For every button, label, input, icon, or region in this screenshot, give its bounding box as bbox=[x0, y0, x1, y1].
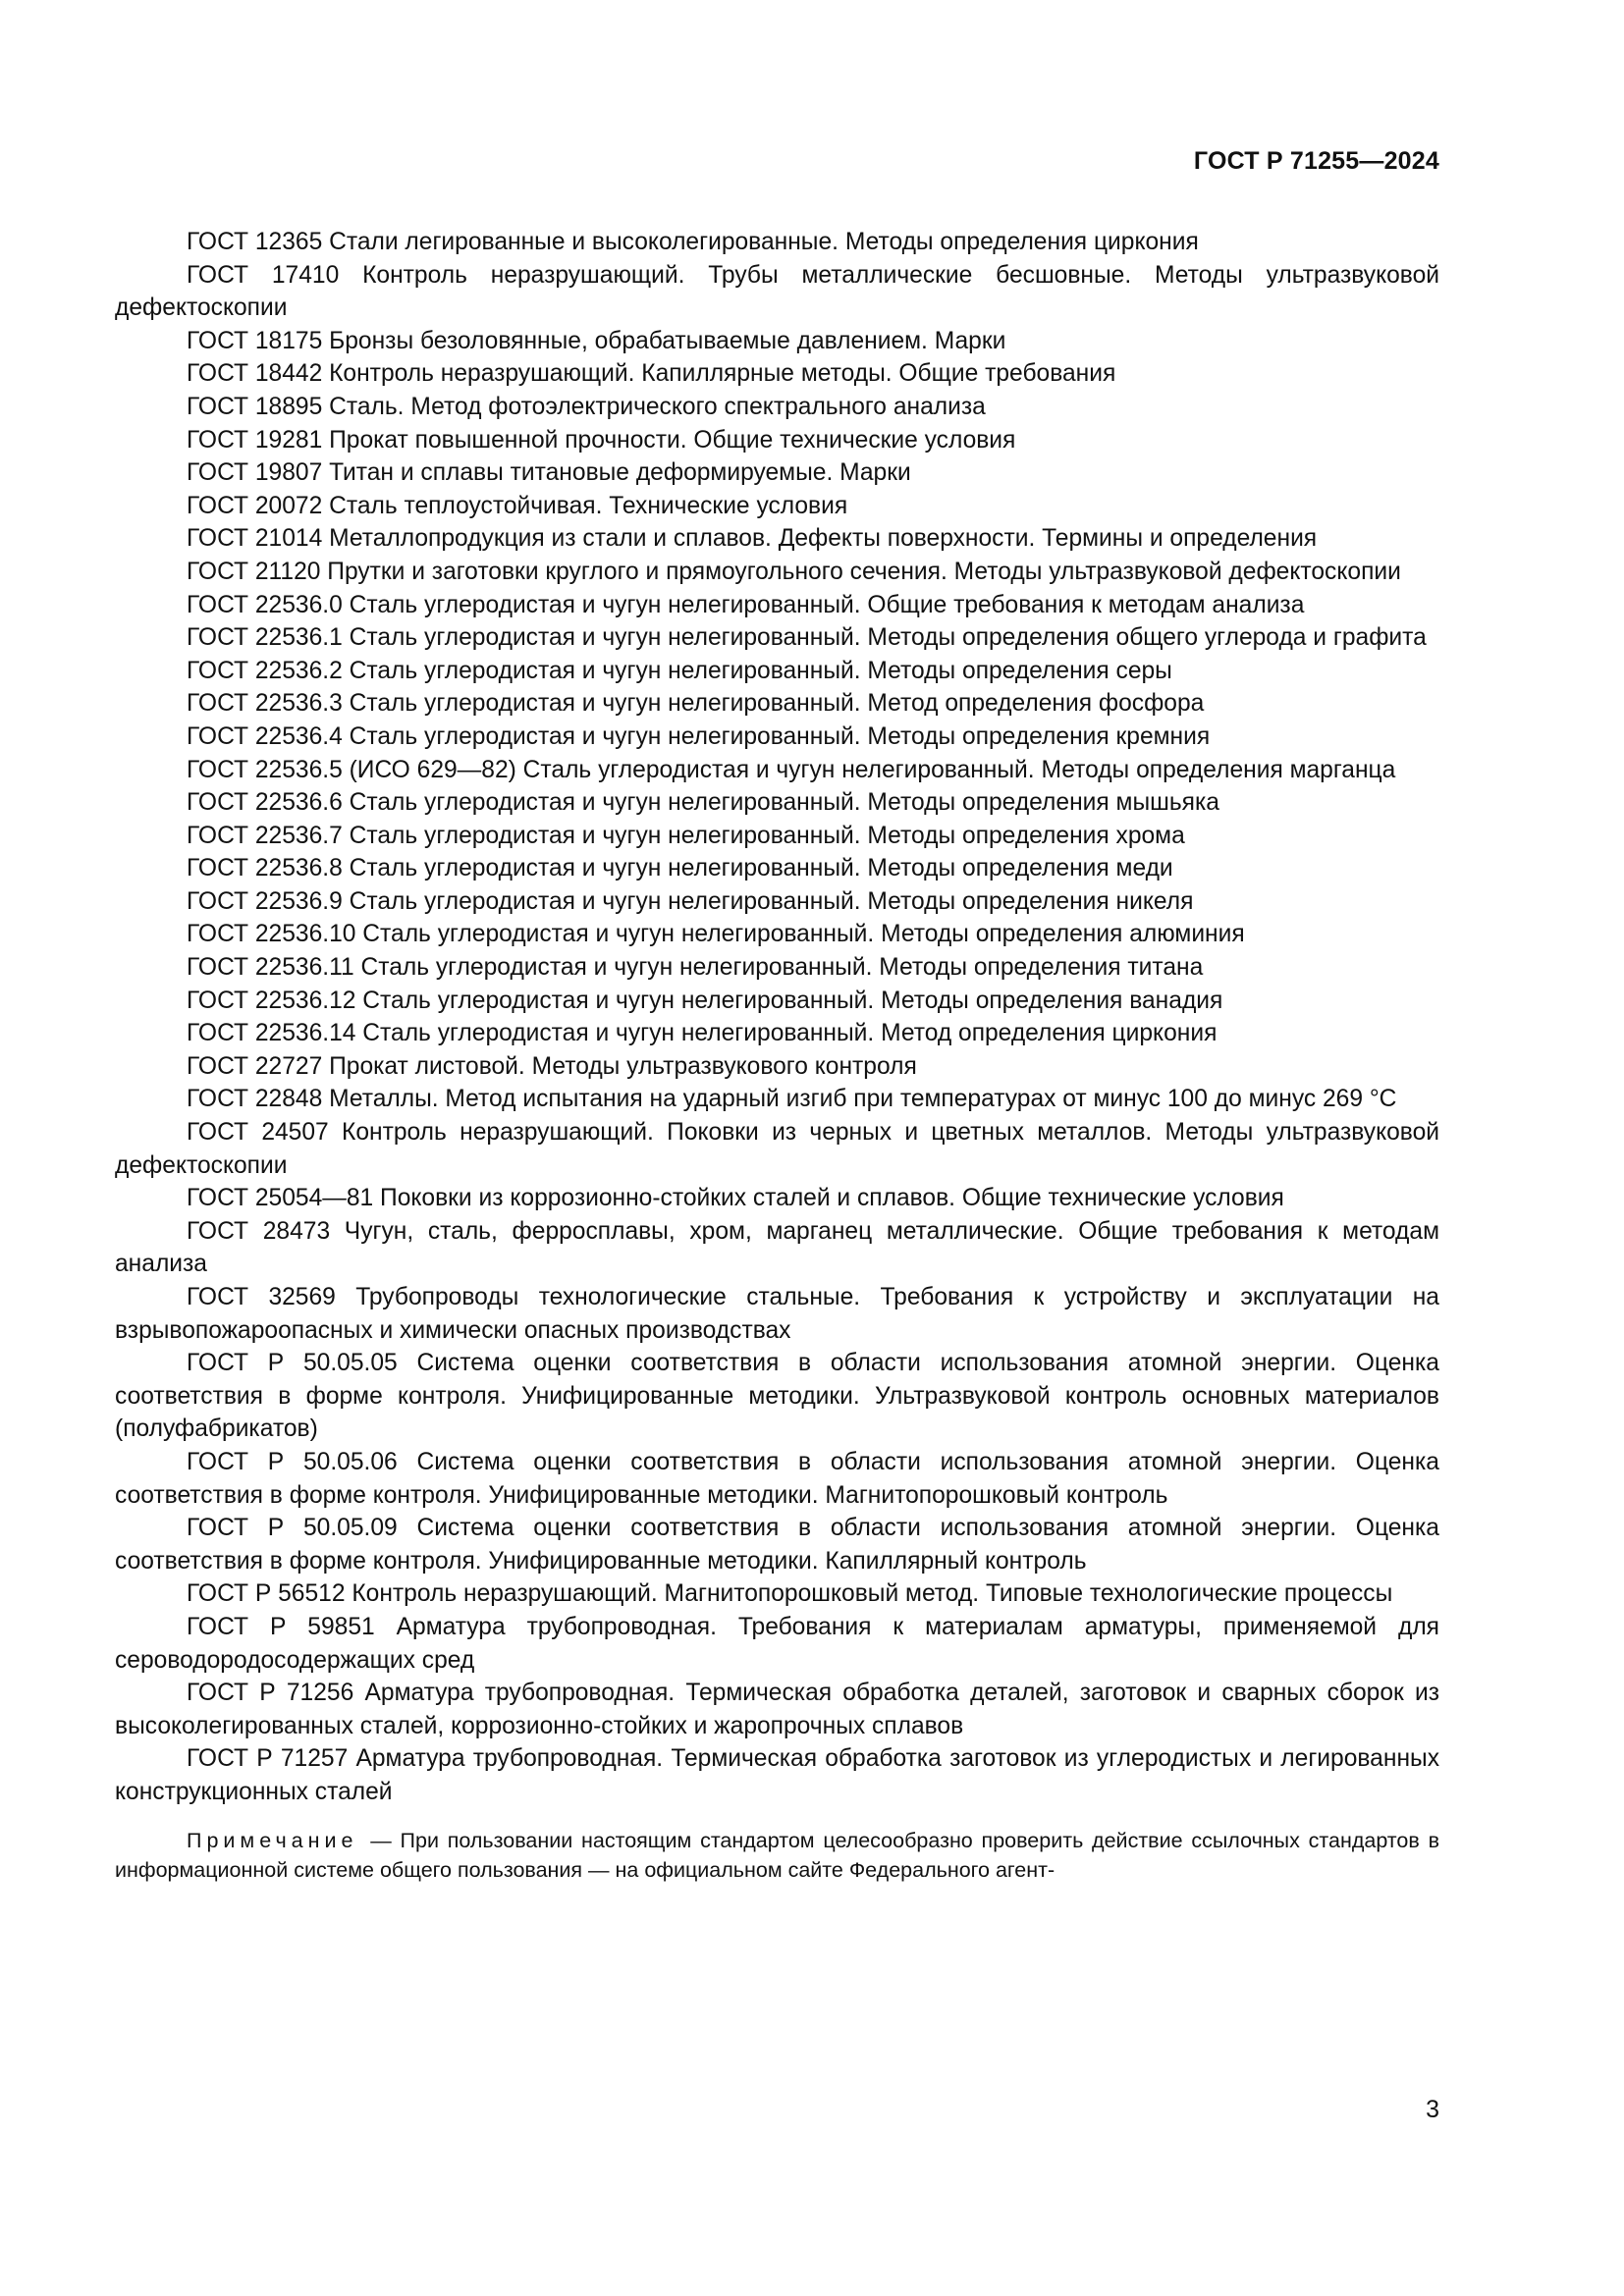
reference-item: ГОСТ 18442 Контроль неразрушающий. Капиллярные методы. Общие требования bbox=[187, 360, 1116, 388]
reference-item: ГОСТ 21014 Металлопродукция из стали и сплавов. Дефекты поверхности. Термины и определения bbox=[187, 525, 1318, 553]
reference-item: ГОСТ 17410 Контроль неразрушающий. Трубы металлические бесшовные. Методы ультразвуковой дефектоскопии bbox=[115, 261, 1439, 322]
reference-item: ГОСТ Р 50.05.05 Система оценки соответствия в области использования атомной энергии. Оценка соответствия в форме контроля. Унифицированные методики. Ультразвуковой контроль основных материалов (полуфабрикатов) bbox=[115, 1350, 1439, 1443]
reference-item: ГОСТ 19807 Титан и сплавы титановые деформируемые. Марки bbox=[187, 459, 911, 487]
reference-item: ГОСТ 22536.6 Сталь углеродистая и чугун нелегированный. Методы определения мышьяка bbox=[187, 789, 1219, 817]
reference-item: ГОСТ 22536.1 Сталь углеродистая и чугун нелегированный. Методы определения общего углерода и графита bbox=[187, 624, 1427, 652]
reference-item: ГОСТ Р 56512 Контроль неразрушающий. Магнитопорошковый метод. Типовые технологические процессы bbox=[187, 1580, 1393, 1608]
reference-item: ГОСТ 22536.14 Сталь углеродистая и чугун нелегированный. Метод определения циркония bbox=[187, 1020, 1218, 1047]
reference-item: ГОСТ 12365 Стали легированные и высоколегированные. Методы определения циркония bbox=[187, 229, 1199, 255]
note-paragraph bbox=[115, 1826, 1439, 1885]
reference-item: ГОСТ 32569 Трубопроводы технологические стальные. Требования к устройству и эксплуатации на взрывопожароопасных и химически опасных производствах bbox=[115, 1284, 1439, 1344]
note-text: — При пользовании настоящим стандартом целесообразно проверить действие ссылочных стандартов в информационной системе общего пользования — на официальном сайте Федерального агент- bbox=[115, 1828, 1439, 1882]
reference-item: ГОСТ 22536.8 Сталь углеродистая и чугун нелегированный. Методы определения меди bbox=[187, 855, 1173, 882]
reference-item: ГОСТ 28473 Чугун, сталь, ферросплавы, хром, марганец металлические. Общие требования к методам анализа bbox=[115, 1217, 1439, 1278]
reference-item: ГОСТ 22536.9 Сталь углеродистая и чугун нелегированный. Методы определения никеля bbox=[187, 887, 1194, 915]
normative-references bbox=[115, 226, 1439, 1885]
reference-item: ГОСТ 22536.11 Сталь углеродистая и чугун нелегированный. Методы определения титана bbox=[187, 954, 1204, 982]
note-label: Примечание bbox=[187, 1828, 358, 1852]
reference-item: ГОСТ 22536.2 Сталь углеродистая и чугун нелегированный. Методы определения серы bbox=[187, 657, 1172, 684]
document-header: ГОСТ Р 71255—2024 bbox=[1193, 147, 1439, 175]
page-number: 3 bbox=[1426, 2096, 1439, 2123]
reference-list bbox=[115, 226, 1439, 1809]
reference-item: ГОСТ 19281 Прокат повышенной прочности. Общие технические условия bbox=[187, 426, 1016, 454]
reference-item: ГОСТ 22536.10 Сталь углеродистая и чугун нелегированный. Методы определения алюминия bbox=[187, 921, 1245, 948]
reference-item: ГОСТ 22536.4 Сталь углеродистая и чугун нелегированный. Методы определения кремния bbox=[187, 722, 1211, 750]
reference-item: ГОСТ 22536.5 (ИСО 629—82) Сталь углеродистая и чугун нелегированный. Методы определения марганца bbox=[187, 756, 1396, 783]
reference-item: ГОСТ 24507 Контроль неразрушающий. Поковки из черных и цветных металлов. Методы ультразвуковой дефектоскопии bbox=[115, 1119, 1439, 1179]
reference-item: ГОСТ 22536.0 Сталь углеродистая и чугун нелегированный. Общие требования к методам анализа bbox=[187, 591, 1305, 618]
reference-item: ГОСТ 21120 Прутки и заготовки круглого и прямоугольного сечения. Методы ультразвуковой дефектоскопии bbox=[187, 558, 1401, 585]
reference-item: ГОСТ Р 50.05.06 Система оценки соответствия в области использования атомной энергии. Оценка соответствия в форме контроля. Унифицированные методики. Магнитопорошковый контроль bbox=[115, 1448, 1439, 1509]
reference-item: ГОСТ 22536.12 Сталь углеродистая и чугун нелегированный. Методы определения ванадия bbox=[187, 987, 1223, 1014]
reference-item: ГОСТ 22536.7 Сталь углеродистая и чугун нелегированный. Методы определения хрома bbox=[187, 822, 1185, 849]
reference-item: ГОСТ 22727 Прокат листовой. Методы ультразвукового контроля bbox=[187, 1052, 917, 1080]
reference-item: ГОСТ Р 71256 Арматура трубопроводная. Термическая обработка деталей, заготовок и сварных сборок из высоколегированных сталей, коррозионно-стойких и жаропрочных сплавов bbox=[115, 1680, 1439, 1739]
reference-item: ГОСТ 18175 Бронзы безоловянные, обрабатываемые давлением. Марки bbox=[187, 327, 1006, 354]
reference-item: ГОСТ 22848 Металлы. Метод испытания на ударный изгиб при температурах от минус 100 до минус 269 °С bbox=[187, 1086, 1397, 1113]
reference-item: ГОСТ 25054—81 Поковки из коррозионно-стойких сталей и сплавов. Общие технические условия bbox=[187, 1185, 1284, 1212]
reference-item: ГОСТ Р 59851 Арматура трубопроводная. Требования к материалам арматуры, применяемой для сероводородосодержащих сред bbox=[115, 1613, 1439, 1674]
reference-item: ГОСТ 20072 Сталь теплоустойчивая. Технические условия bbox=[187, 492, 848, 519]
reference-item: ГОСТ 18895 Сталь. Метод фотоэлектрического спектрального анализа bbox=[187, 393, 986, 420]
reference-item: ГОСТ 22536.3 Сталь углеродистая и чугун нелегированный. Метод определения фосфора bbox=[187, 690, 1205, 718]
reference-item: ГОСТ Р 50.05.09 Система оценки соответствия в области использования атомной энергии. Оценка соответствия в форме контроля. Унифицированные методики. Капиллярный контроль bbox=[115, 1515, 1439, 1575]
reference-item: ГОСТ Р 71257 Арматура трубопроводная. Термическая обработка заготовок из углеродистых и легированных конструкционных сталей bbox=[115, 1745, 1439, 1805]
